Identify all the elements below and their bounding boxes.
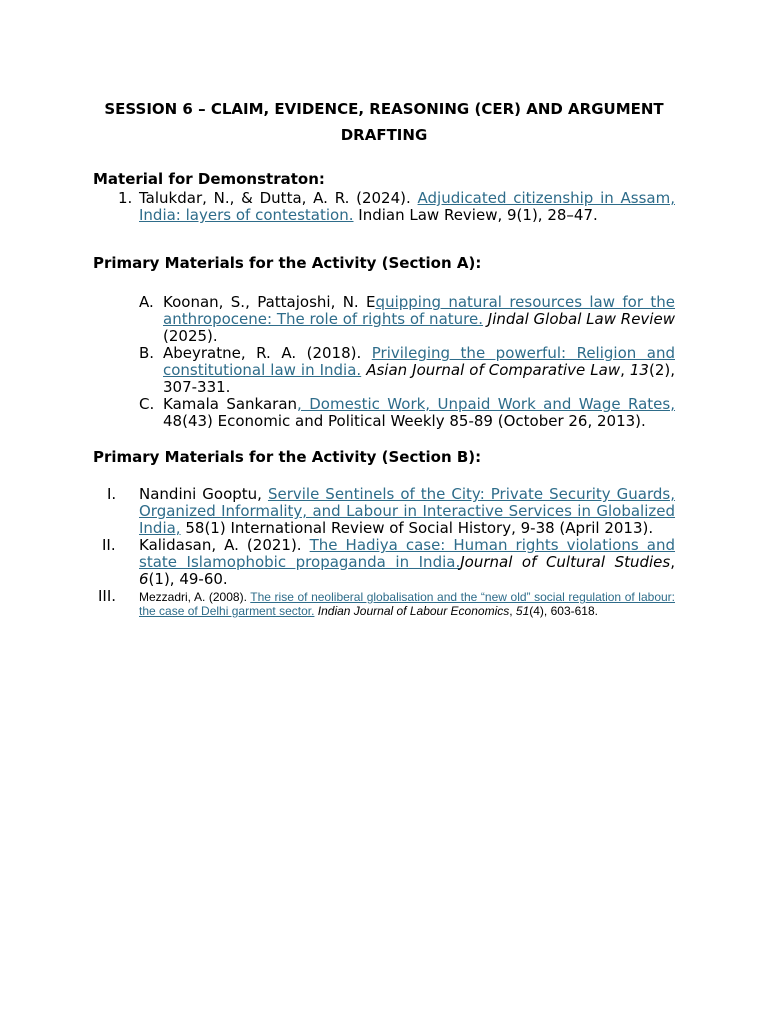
section-b-heading: Primary Materials for the Activity (Section B): (93, 448, 482, 466)
citation-separator: , (620, 361, 630, 379)
citation-details: (1), 49-60. (148, 570, 228, 588)
citation-journal: Indian Journal of Labour Economics (317, 604, 510, 618)
list-marker: A. (139, 293, 154, 311)
citation-authors: Kalidasan, A. (2021). (139, 536, 310, 554)
list-marker: 1. (118, 189, 133, 207)
demo-heading: Material for Demonstraton: (93, 170, 325, 188)
citation-volume: 13 (629, 361, 649, 379)
citation-volume: 51 (515, 604, 530, 618)
citation-details: (2025). (163, 327, 218, 345)
section-a-list (93, 294, 675, 430)
citation-details: 58(1) International Review of Social History, 9-38 (April 2013). (180, 519, 654, 537)
citation-authors: Abeyratne, R. A. (2018). (163, 344, 372, 362)
citation-authors: Mezzadri, A. (2008). (139, 590, 251, 604)
citation-journal: Jindal Global Law Review (487, 310, 675, 328)
citation-link[interactable]: quipping natural resources law for the anthropocene: The role of rights of nature. (163, 293, 676, 328)
list-marker: C. (139, 395, 155, 413)
citation-details: Indian Law Review, 9(1), 28–47. (353, 206, 598, 224)
citation-authors: Koonan, S., Pattajoshi, N. E (163, 293, 376, 311)
citation-separator: , (509, 604, 516, 618)
list-marker: II. (102, 536, 116, 554)
citation-link[interactable]: Servile Sentinels of the City: Private Security Guards, Organized Informality, and Labour in Interactive Services in Globalized India, (139, 485, 675, 537)
list-item (93, 587, 675, 618)
demo-list (93, 190, 675, 224)
list-marker: B. (139, 344, 155, 362)
citation-details: 48(43) Economic and Political Weekly 85-89 (October 26, 2013). (163, 412, 646, 430)
section-b-list (93, 486, 675, 618)
citation-link[interactable]: The Hadiya case: Human rights violations and state Islamophobic propaganda in India. (139, 536, 676, 571)
citation-authors: Talukdar, N., & Dutta, A. R. (2024). (139, 189, 418, 207)
session-title: SESSION 6 – CLAIM, EVIDENCE, REASONING (CER) AND ARGUMENT DRAFTING (104, 100, 664, 144)
citation-link[interactable]: , Domestic Work, Unpaid Work and Wage Rates, (297, 395, 675, 413)
list-item (93, 486, 675, 537)
list-marker: I. (107, 485, 117, 503)
citation-authors: Kamala Sankaran (163, 395, 298, 413)
citation-link[interactable]: Privileging the powerful: Religion and constitutional law in India. (163, 344, 675, 379)
citation-journal: Asian Journal of Comparative Law (366, 361, 621, 379)
citation-details: (4), 603-618. (529, 604, 598, 618)
citation-separator: , (670, 553, 675, 571)
list-marker: III. (98, 587, 117, 605)
citation-authors: Nandini Gooptu, (139, 485, 268, 503)
list-item (93, 190, 675, 224)
list-item (93, 345, 675, 396)
section-a-heading: Primary Materials for the Activity (Section A): (93, 254, 482, 272)
list-item (93, 396, 675, 430)
list-item (93, 537, 675, 588)
citation-link[interactable]: The rise of neoliberal globalisation and the “new old” social regulation of labour: the case of Delhi garment sector. (139, 590, 675, 618)
list-item (93, 294, 675, 345)
citation-link[interactable]: Adjudicated citizenship in Assam, India: layers of contestation. (139, 189, 675, 224)
citation-volume: 6 (139, 570, 149, 588)
citation-journal: Journal of Cultural Studies (460, 553, 671, 571)
citation-details: (2), 307-331. (163, 361, 675, 396)
